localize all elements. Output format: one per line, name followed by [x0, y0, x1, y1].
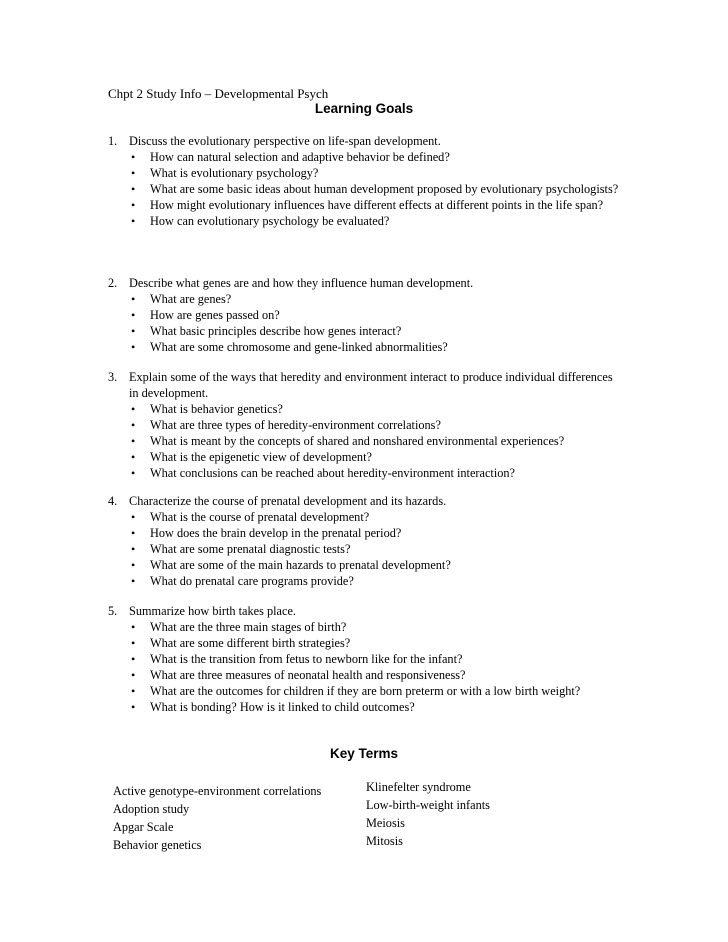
list-item: • What are some basic ideas about human development proposed by evolutionary psychologists? [131, 182, 619, 196]
list-item: • What are some of the main hazards to prenatal development? [131, 558, 451, 572]
list-item: • What is the epigenetic view of development? [131, 450, 372, 464]
key-term: Mitosis [366, 834, 403, 848]
bullet-icon: • [131, 402, 136, 416]
bullet-icon: • [131, 150, 136, 164]
goal-5 [108, 603, 622, 715]
key-term: Low-birth-weight infants [366, 798, 490, 812]
goal-5-questions [108, 619, 622, 715]
list-item: • How are genes passed on? [131, 308, 280, 322]
bullet-icon: • [131, 182, 136, 196]
list-item: • What do prenatal care programs provide? [131, 574, 354, 588]
learning-goals-heading: Learning Goals [314, 101, 414, 116]
list-item: • What are genes? [131, 292, 232, 306]
bullet-icon: • [131, 620, 136, 634]
bullet-icon: • [131, 324, 136, 338]
bullet-icon: • [131, 652, 136, 666]
goal-2 [108, 275, 622, 355]
key-terms-left-column [113, 782, 321, 854]
bullet-icon: • [131, 214, 136, 228]
goal-3-text: Explain some of the ways that heredity and environment interact to produce individual differences in development. [129, 370, 613, 400]
bullet-icon: • [131, 558, 136, 572]
bullet-icon: • [131, 684, 136, 698]
goal-1-statement [108, 133, 622, 149]
goal-4 [108, 493, 622, 589]
key-term: Apgar Scale [113, 820, 174, 834]
key-terms-heading: Key Terms [329, 746, 399, 761]
list-item: • What is evolutionary psychology? [131, 166, 319, 180]
list-item: • What is the course of prenatal development? [131, 510, 370, 524]
bullet-icon: • [131, 418, 136, 432]
goal-1-text: Discuss the evolutionary perspective on life-span development. [129, 134, 441, 148]
goal-2-statement [108, 275, 622, 291]
bullet-icon: • [131, 510, 136, 524]
list-item: • What are some chromosome and gene-linked abnormalities? [131, 340, 448, 354]
goal-3 [108, 369, 622, 481]
list-item: • What is meant by the concepts of shared and nonshared environmental experiences? [131, 434, 565, 448]
bullet-icon: • [131, 574, 136, 588]
bullet-icon: • [131, 166, 136, 180]
key-term: Active genotype-environment correlations [113, 784, 322, 798]
list-item: • How can evolutionary psychology be evaluated? [131, 214, 390, 228]
bullet-icon: • [131, 292, 136, 306]
bullet-icon: • [131, 526, 136, 540]
bullet-icon: • [131, 340, 136, 354]
list-item: • What are three types of heredity-environment correlations? [131, 418, 441, 432]
list-item: • What is behavior genetics? [131, 402, 283, 416]
list-item: • How might evolutionary influences have different effects at different points in the life span? [131, 198, 604, 212]
bullet-icon: • [131, 668, 136, 682]
list-item: • What basic principles describe how genes interact? [131, 324, 402, 338]
bullet-icon: • [131, 308, 136, 322]
list-item: • What is bonding? How is it linked to child outcomes? [131, 700, 415, 714]
list-item: • What is the transition from fetus to newborn like for the infant? [131, 652, 463, 666]
document-title: Chpt 2 Study Info – Developmental Psych [108, 86, 329, 101]
goal-3-statement [108, 369, 622, 401]
bullet-icon: • [131, 434, 136, 448]
bullet-icon: • [131, 700, 136, 714]
key-term: Behavior genetics [113, 838, 202, 852]
list-item: • What are some prenatal diagnostic tests? [131, 542, 351, 556]
goal-3-number: 3. [108, 370, 118, 384]
goal-4-statement [108, 493, 622, 509]
goal-1-questions [108, 149, 622, 229]
goal-2-number: 2. [108, 276, 118, 290]
list-item: • How does the brain develop in the prenatal period? [131, 526, 402, 540]
list-item: • What are some different birth strategies? [131, 636, 351, 650]
goal-5-statement [108, 603, 622, 619]
list-item: • How can natural selection and adaptive behavior be defined? [131, 150, 450, 164]
goal-2-text: Describe what genes are and how they influence human development. [129, 276, 474, 290]
key-term: Meiosis [366, 816, 405, 830]
key-terms-right-column [366, 778, 490, 850]
goal-1-number: 1. [108, 134, 118, 148]
key-term: Klinefelter syndrome [366, 780, 471, 794]
list-item: • What are the outcomes for children if they are born preterm or with a low birth weight? [131, 684, 581, 698]
key-term: Adoption study [113, 802, 190, 816]
goal-4-number: 4. [108, 494, 118, 508]
list-item: • What conclusions can be reached about heredity-environment interaction? [131, 466, 515, 480]
bullet-icon: • [131, 198, 136, 212]
goal-5-text: Summarize how birth takes place. [129, 604, 296, 618]
bullet-icon: • [131, 542, 136, 556]
list-item: • What are the three main stages of birth? [131, 620, 347, 634]
bullet-icon: • [131, 466, 136, 480]
goal-4-text: Characterize the course of prenatal development and its hazards. [129, 494, 447, 508]
bullet-icon: • [131, 636, 136, 650]
list-item: • What are three measures of neonatal health and responsiveness? [131, 668, 466, 682]
goal-2-questions [108, 291, 622, 355]
goal-3-questions [108, 401, 622, 481]
goal-4-questions [108, 509, 622, 589]
goal-5-number: 5. [108, 604, 118, 618]
bullet-icon: • [131, 450, 136, 464]
goal-1 [108, 133, 622, 229]
